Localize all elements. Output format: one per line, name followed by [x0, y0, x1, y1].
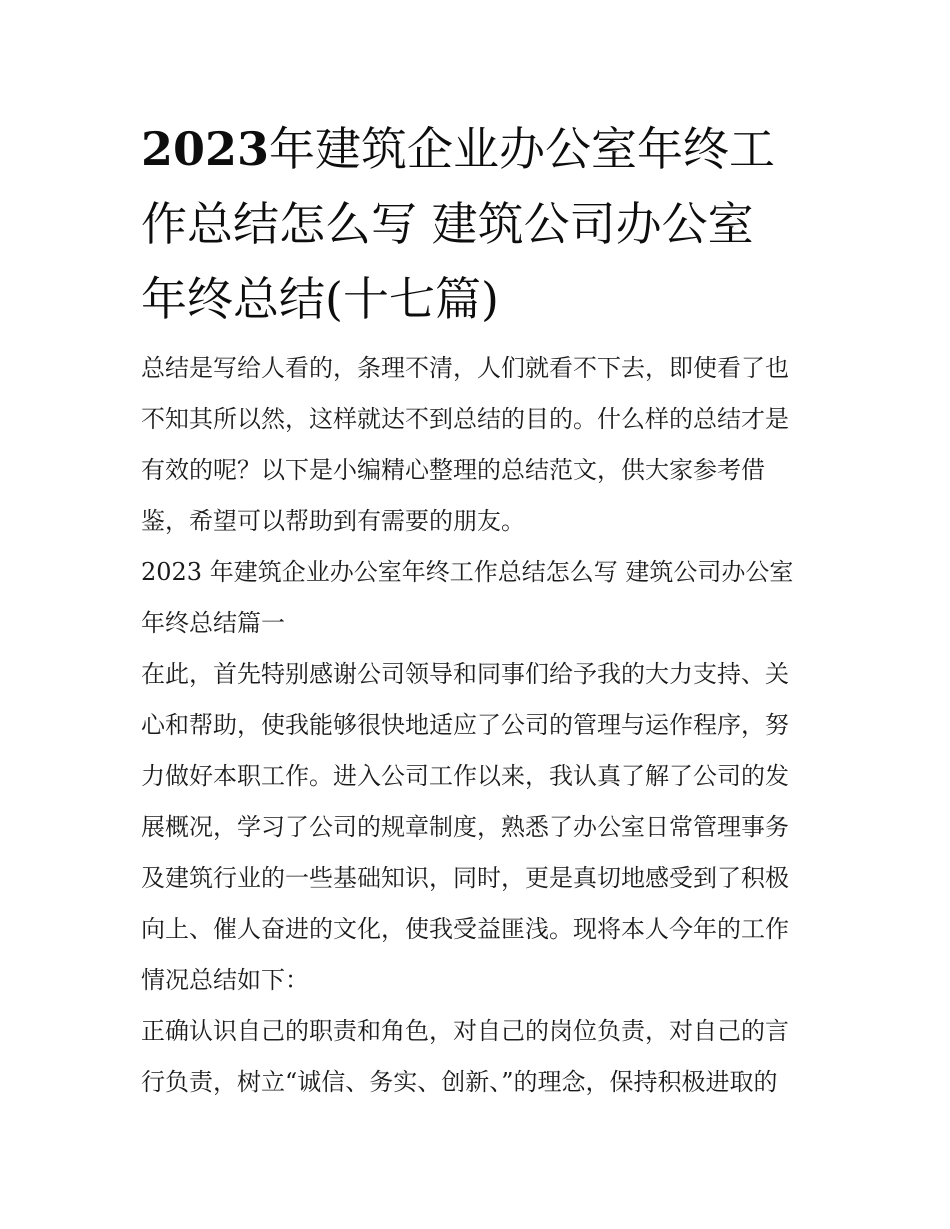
- paragraph-line: 展概况，学习了公司的规章制度，熟悉了办公室日常管理事务: [141, 813, 789, 841]
- paragraph-1: [141, 649, 813, 1006]
- title-line-2: 作总结怎么写 建筑公司办公室: [141, 197, 754, 251]
- paragraph-line: 心和帮助，使我能够很快地适应了公司的管理与运作程序，努: [141, 711, 789, 739]
- document-title: [141, 112, 813, 337]
- intro-line: 总结是写给人看的，条理不清，人们就看不下去，即使看了也: [141, 354, 789, 382]
- paragraph-line: 正确认识自己的职责和角色，对自己的岗位负责，对自己的言: [141, 1017, 789, 1045]
- intro-line: 鉴，希望可以帮助到有需要的朋友。: [141, 507, 525, 535]
- intro-line: 有效的呢？以下是小编精心整理的总结范文，供大家参考借: [141, 456, 765, 484]
- title-line-3: 年终总结(十七篇): [141, 272, 499, 326]
- paragraph-line: 向上、催人奋进的文化，使我受益匪浅。现将本人今年的工作: [141, 915, 789, 943]
- paragraph-2: [141, 1006, 813, 1108]
- section-heading-line: 年终总结篇一: [141, 609, 285, 637]
- paragraph-line: 及建筑行业的一些基础知识，同时，更是真切地感受到了积极: [141, 864, 789, 892]
- section-heading: [141, 547, 813, 649]
- title-year: 2023: [141, 122, 270, 176]
- title-line-1-rest: 年建筑企业办公室年终工: [269, 122, 776, 176]
- paragraph-line: 在此，首先特别感谢公司领导和同事们给予我的大力支持、关: [141, 660, 789, 688]
- title-line-1: [141, 112, 813, 187]
- paragraph-line: 情况总结如下：: [141, 966, 309, 994]
- document-page: [141, 112, 813, 1108]
- paragraph-line: 行负责，树立“诚信、务实、创新、”的理念，保持积极进取的: [141, 1068, 778, 1096]
- intro-paragraph: [141, 343, 813, 547]
- section-heading-line: 2023 年建筑企业办公室年终工作总结怎么写 建筑公司办公室: [141, 558, 794, 586]
- paragraph-line: 力做好本职工作。进入公司工作以来，我认真了解了公司的发: [141, 762, 789, 790]
- intro-line: 不知其所以然，这样就达不到总结的目的。什么样的总结才是: [141, 405, 789, 433]
